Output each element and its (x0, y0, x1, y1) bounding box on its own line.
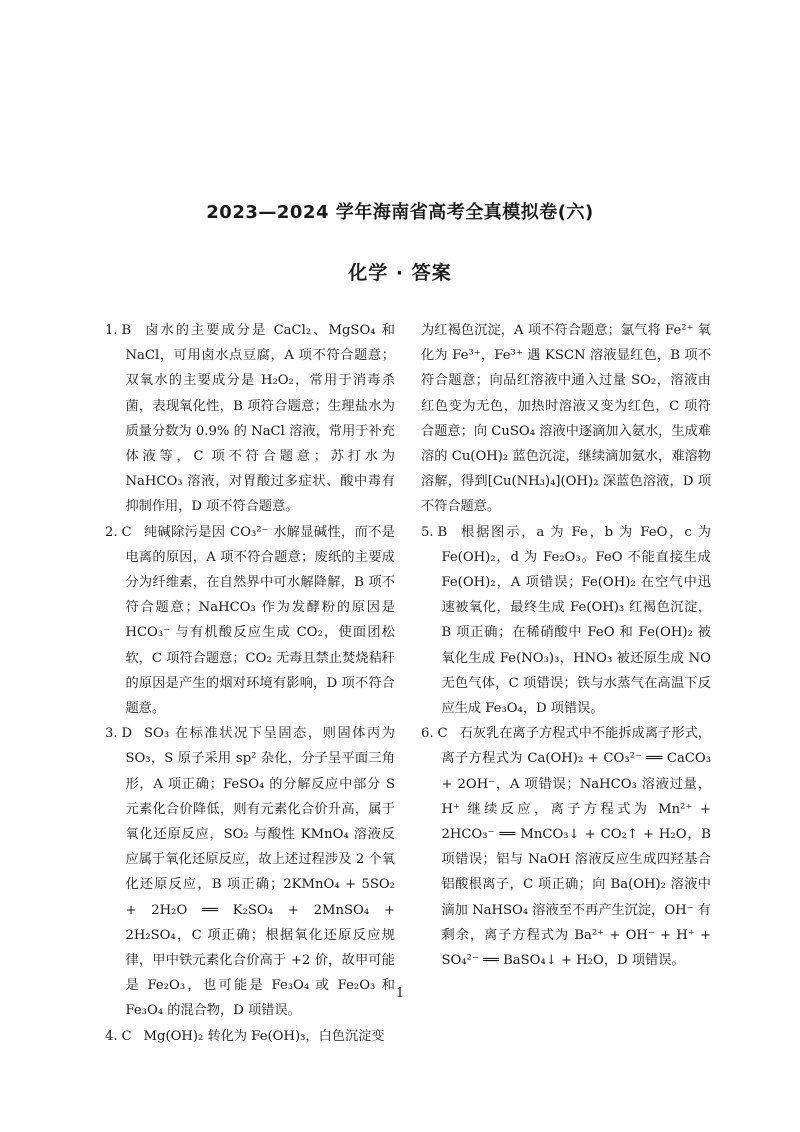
answer-letter: C (437, 726, 448, 742)
answer-explanation: 纯碱除污是因 CO₃²⁻ 水解显碱性，而不是电离的原因，A 项不符合题意；废纸的主要成分为纤维素，在自然界中可水解降解，B 项不符合题意；NaHCO₃ 作为发酵粉的原因是 HCO₃⁻ 与有机酸反应生成 CO₂，使面团松软，C 项符合题意；CO₂ 无毒且禁止焚烧秸秆的原因是产生的烟对环境有影响，D 项不符合题意。 (125, 524, 395, 717)
answer-letter: B (121, 323, 132, 338)
answer-item-1 (105, 318, 395, 520)
answer-item-2 (105, 520, 395, 722)
answer-item-5 (421, 520, 711, 722)
answer-explanation: 石灰乳在离子方程式中不能拆成离子形式，离子方程式为 Ca(OH)₂ + CO₃²⁻ ══ CaCO₃ + 2OH⁻，A 项错误；NaHCO₃ 溶液过量，H⁺ 继续反应，离子方程式为 Mn²⁺ + 2HCO₃⁻ ══ MnCO₃↓ + CO₂↑ + H₂O，B 项错误；铝与 NaOH 溶液反应生成四羟基合铝酸根离子，C 项正确；向 Ba(OH)₂ 溶液中滴加 NaHSO₄ 溶液至不再产生沉淀，OH⁻ 有剩余，离子方程式为 Ba²⁺ + OH⁻ + H⁺ + SO₄²⁻ ══ BaSO₄↓ + H₂O，D 项错误。 (441, 726, 711, 969)
answer-letter: B (437, 524, 448, 540)
answer-letter: D (121, 726, 133, 742)
answer-item-3 (105, 721, 395, 1023)
page-title: 2023—2024 学年海南省高考全真模拟卷(六) (206, 202, 594, 223)
answer-number: 6. (421, 726, 434, 742)
answer-number: 1. (105, 323, 118, 338)
answer-letter: C (121, 1028, 132, 1044)
answer-number: 3. (105, 726, 118, 742)
page-subtitle: 化学 · 答案 (348, 262, 452, 284)
answer-explanation: SO₃ 在标准状况下呈固态，则固体丙为 SO₃，S 原子采用 sp² 杂化，分子呈平面三角形，A 项正确；FeSO₄ 的分解反应中部分 S 元素化合价降低，则有元素化合价升高，属于氧化还原反应，SO₂ 与酸性 KMnO₄ 溶液反应属于氧化还原反应，故上述过程涉及 2 个氧化还原反应，B 项正确；2KMnO₄ + 5SO₂ + 2H₂O ══ K₂SO₄ + 2MnSO₄ + 2H₂SO₄，C 项正确；根据氧化还原反应规律，甲中铁元素化合价高于 +2 价，故甲可能是 Fe₂O₃，也可能是 Fe₃O₄ 或 Fe₂O₃ 和 Fe₃O₄ 的混合物，D 项错误。 (125, 726, 395, 1019)
left-column (105, 318, 395, 1049)
page-number: 1 (395, 986, 405, 1001)
answer-explanation: 卤水的主要成分是 CaCl₂、MgSO₄ 和 NaCl，可用卤水点豆腐，A 项不符合题意；双氧水的主要成分是 H₂O₂，常用于消毒杀菌，表现氧化性，B 项符合题意；生理盐水为质量分数为 0.9% 的 NaCl 溶液，常用于补充体液等，C 项不符合题意；苏打水为 NaHCO₃ 溶液，对胃酸过多症状、酸中毒有抑制作用，D 项不符合题意。 (125, 323, 395, 515)
answer-item-4-continuation: 为红褐色沉淀，A 项不符合题意；氯气将 Fe²⁺ 氧化为 Fe³⁺，Fe³⁺ 遇 KSCN 溶液显红色，B 项不符合题意；向品红溶液中通入过量 SO₂，溶液由红色变为无色，加热时溶液又变为红色，C 项符合题意；向 CuSO₄ 溶液中逐滴加入氨水，生成难溶的 Cu(OH)₂ 蓝色沉淀，继续滴加氨水，难溶物溶解，得到[Cu(NH₃)₄](OH)₂ 深蓝色溶液，D 项不符合题意。 (421, 323, 711, 515)
right-column (421, 318, 711, 973)
answer-number: 5. (421, 524, 434, 540)
answer-number: 4. (105, 1028, 118, 1044)
answer-explanation: Mg(OH)₂ 转化为 Fe(OH)₃，白色沉淀变 (143, 1028, 385, 1044)
answer-item-4 (105, 1024, 395, 1049)
answer-number: 2. (105, 524, 118, 540)
answer-item-6 (421, 721, 711, 973)
answer-explanation: 根据图示，a 为 Fe，b 为 FeO，c 为 Fe(OH)₂，d 为 Fe₂O₃。FeO 不能直接生成 Fe(OH)₂，A 项错误；Fe(OH)₂ 在空气中迅速被氧化，最终生成 Fe(OH)₃ 红褐色沉淀，B 项正确；在稀硝酸中 FeO 和 Fe(OH)₂ 被氧化生成 Fe(NO₃)₃，HNO₃ 被还原生成 NO 无色气体，C 项错误；铁与水蒸气在高温下反应生成 Fe₃O₄，D 项错误。 (441, 524, 711, 717)
answer-letter: C (121, 524, 132, 540)
